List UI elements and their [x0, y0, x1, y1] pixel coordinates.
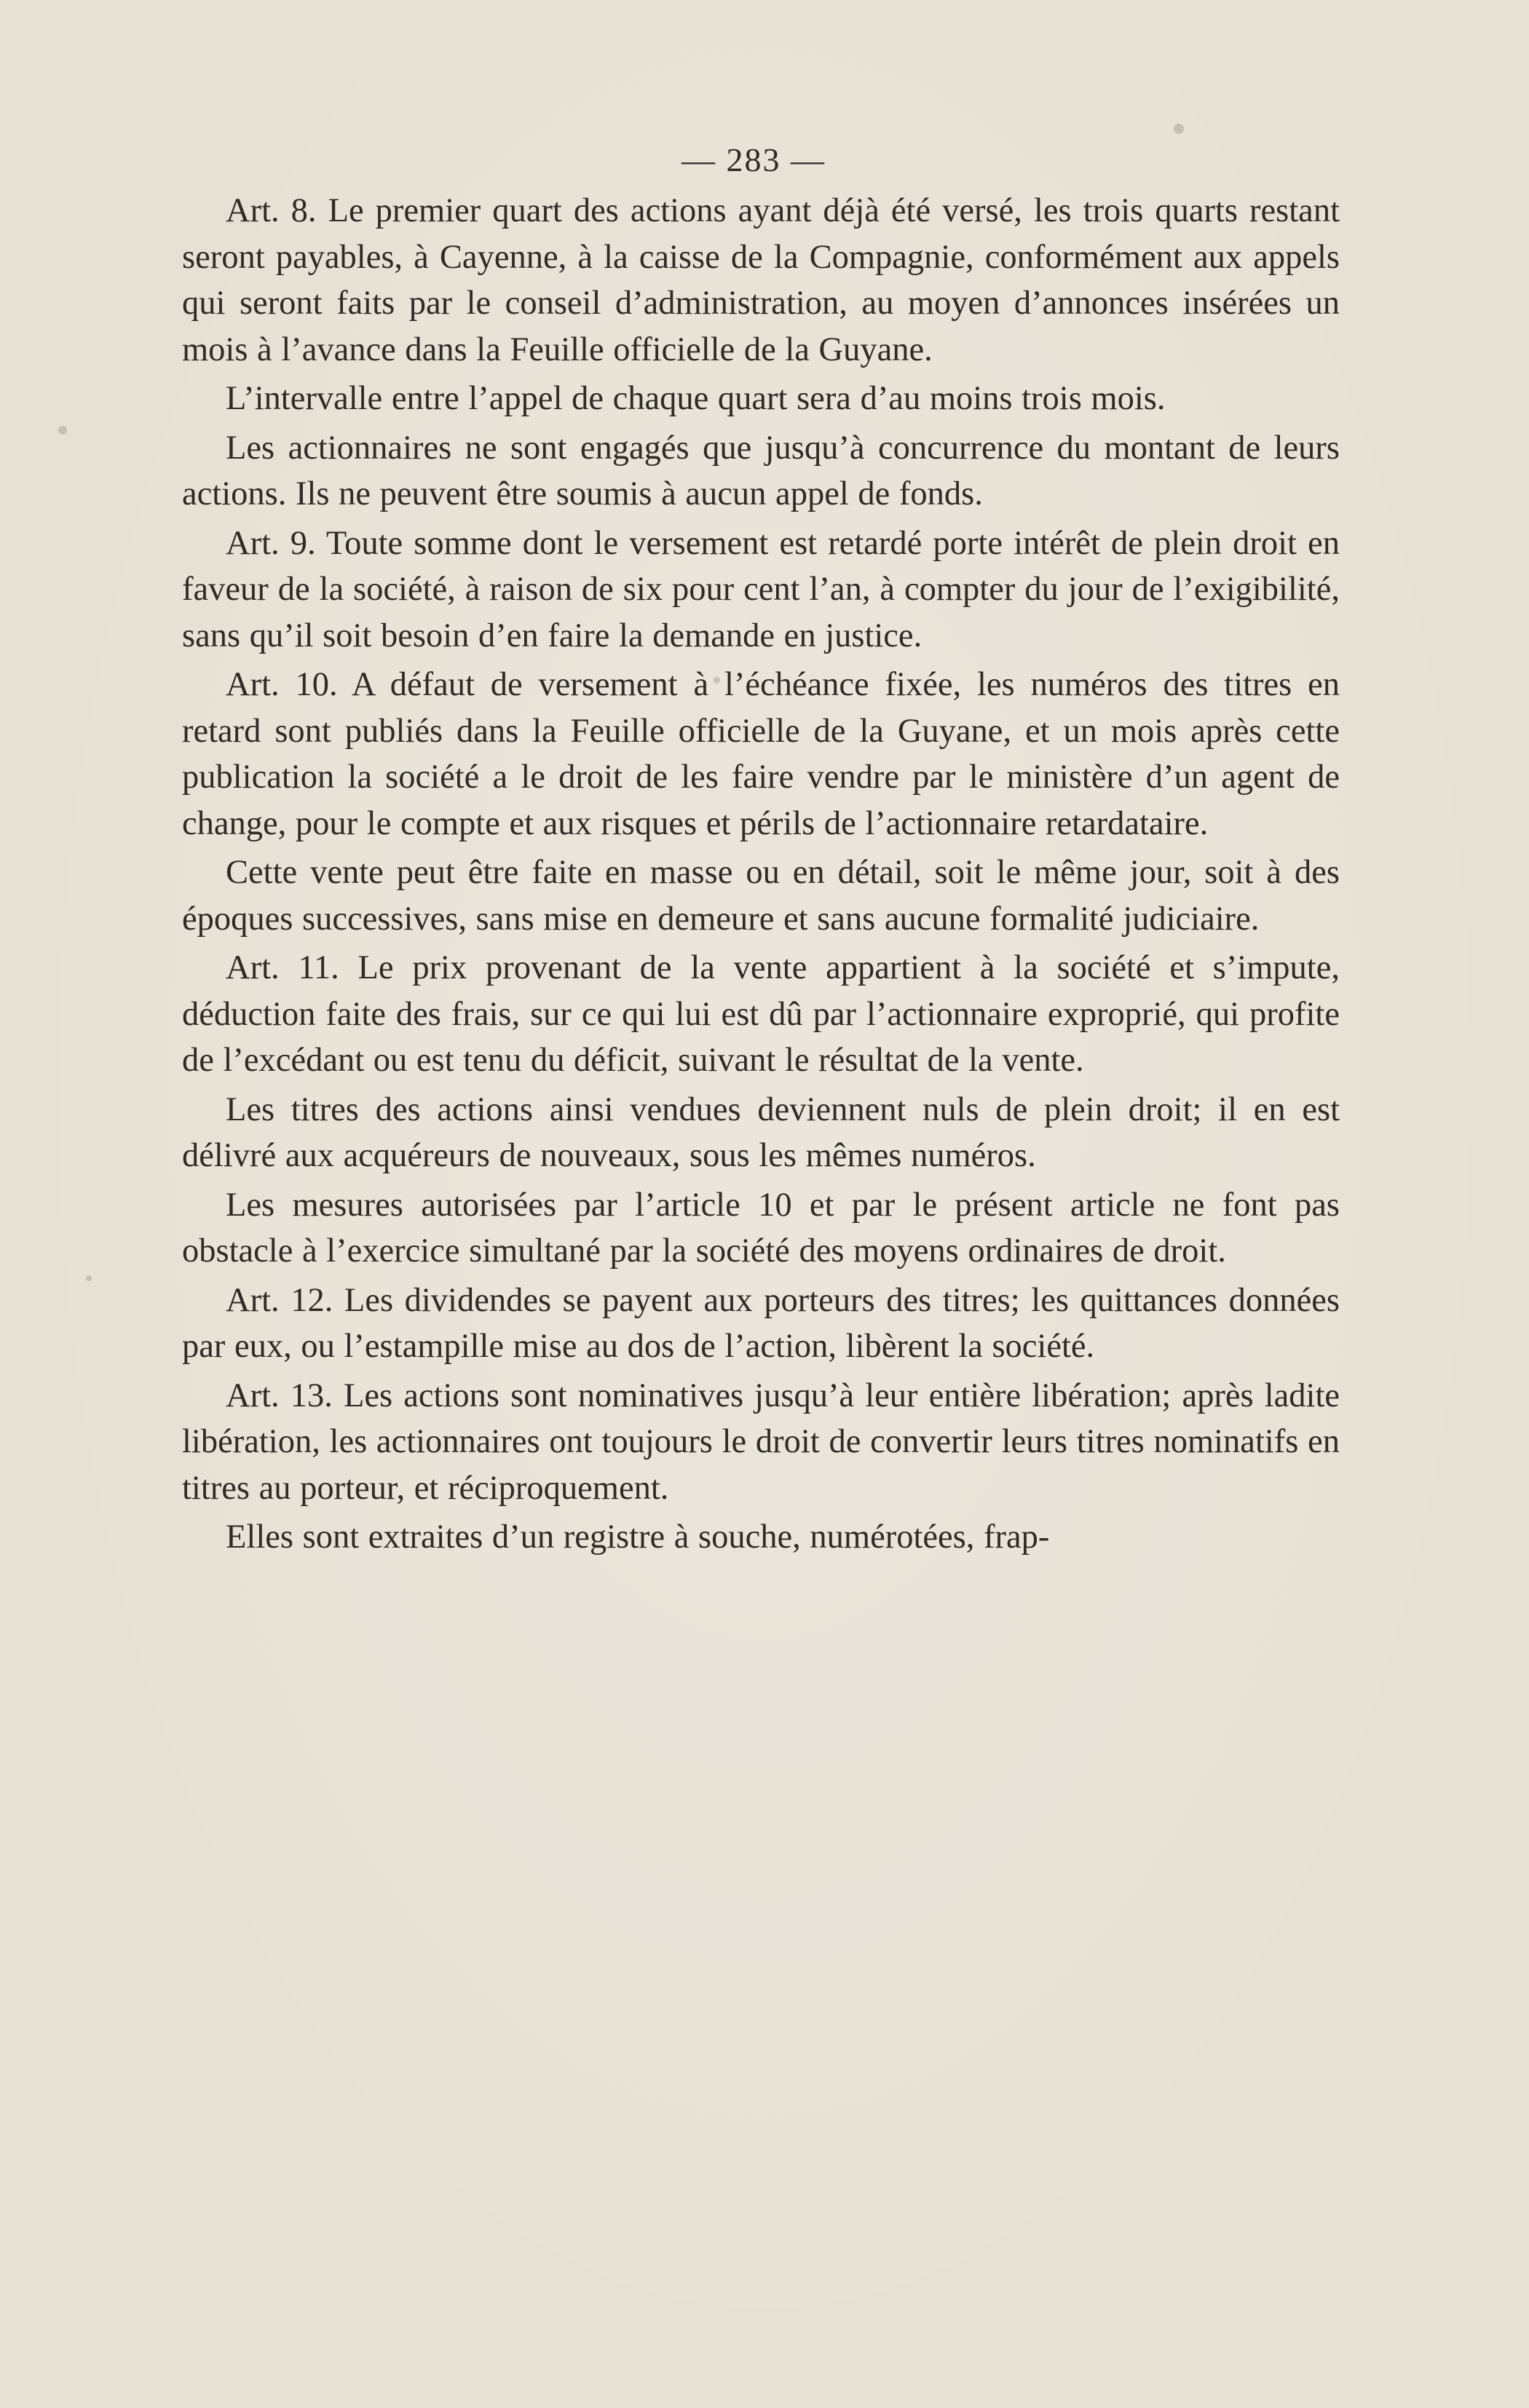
- paragraph-sale-procedure: Cette vente peut être faite en masse ou en détail, soit le même jour, soit à des époques successives, sans mise en demeure et sans aucune formalité judiciaire.: [182, 854, 1340, 938]
- page-content: [182, 138, 1340, 1564]
- paragraph-article-8: Art. 8. Le premier quart des actions ayant déjà été versé, les trois quarts restant seront payables, à Cayenne, à la caisse de la Compagnie, conformément aux appels qui seront faits par le conseil d’administration, au moyen d’annonces insérées un mois à l’avance dans la Feuille officielle de la Guyane.: [182, 192, 1340, 368]
- paper-speck: [86, 1275, 92, 1281]
- paragraph-registry-continuation: Elles sont extraites d’un registre à souche, numérotées, frap-: [226, 1518, 1050, 1556]
- paragraph-call-interval: L’intervalle entre l’appel de chaque quart sera d’au moins trois mois.: [226, 380, 1166, 417]
- paper-speck: [58, 426, 67, 435]
- paragraph-article-12: Art. 12. Les dividendes se payent aux porteurs des titres; les quittances données par eux, ou l’estampille mise au dos de l’action, libèrent la société.: [182, 1281, 1340, 1365]
- paragraph-shareholder-liability: Les actionnaires ne sont engagés que jusqu’à concurrence du montant de leurs actions. Ils ne peuvent être soumis à aucun appel de fonds.: [182, 429, 1340, 512]
- paragraph-ordinary-means: Les mesures autorisées par l’article 10 et par le présent article ne font pas obstacle à l’exercice simultané par la société des moyens ordinaires de droit.: [182, 1186, 1340, 1270]
- paragraph-article-13: Art. 13. Les actions sont nominatives jusqu’à leur entière libération; après ladite libération, les actionnaires ont toujours le droit de convertir leurs titres nominatifs en titres au porteur, et réciproquement.: [182, 1377, 1340, 1507]
- paragraph-article-11: Art. 11. Le prix provenant de la vente appartient à la société et s’impute, déduction faite des frais, sur ce qui lui est dû par l’actionnaire exproprié, qui profite de l’excédant ou est tenu du déficit, suivant le résultat de la vente.: [182, 949, 1340, 1079]
- paragraph-article-9: Art. 9. Toute somme dont le versement est retardé porte intérêt de plein droit en faveur de la société, à raison de six pour cent l’an, à compter du jour de l’exigibilité, sans qu’il soit besoin d’en faire la demande en justice.: [182, 524, 1340, 654]
- paper-speck: [1174, 124, 1184, 134]
- paragraph-article-10: Art. 10. A défaut de versement à l’échéance fixée, les numéros des titres en retard sont publiés dans la Feuille officielle de la Guyane, et un mois après cette publication la société a le droit de les faire vendre par le ministère d’un agent de change, pour le compte et aux risques et périls de l’actionnaire retardataire.: [182, 666, 1340, 842]
- paragraph-void-titles: Les titres des actions ainsi vendues deviennent nuls de plein droit; il en est délivré aux acquéreurs de nouveaux, sous les mêmes numéros.: [182, 1090, 1340, 1174]
- page-number: — 283 —: [681, 141, 826, 178]
